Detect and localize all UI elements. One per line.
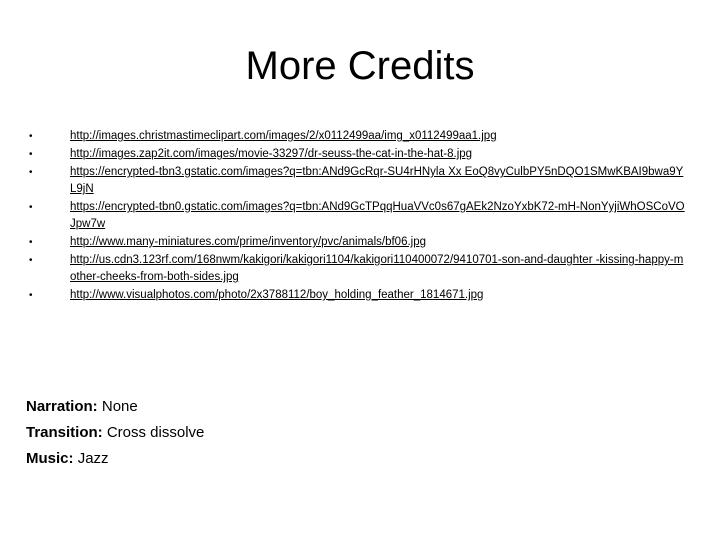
transition-label: Transition: — [26, 424, 103, 441]
bullet-icon: • — [29, 202, 33, 213]
transition-row — [26, 420, 204, 446]
slide-meta — [26, 394, 204, 472]
music-row — [26, 446, 204, 472]
credit-link[interactable]: http://www.visualphotos.com/photo/2x3788112/boy_holding_feather_1814671.jpg — [70, 289, 484, 301]
narration-value: None — [101, 398, 138, 415]
narration-row — [26, 394, 204, 420]
credits-link-list — [26, 128, 686, 305]
bullet-icon: • — [29, 149, 33, 160]
bullet-icon: • — [29, 237, 33, 248]
narration-label: Narration: — [26, 398, 98, 415]
transition-value: Cross dissolve — [106, 424, 205, 441]
list-item — [26, 199, 686, 233]
bullet-icon: • — [29, 131, 33, 142]
music-label: Music: — [26, 450, 74, 467]
music-value: Jazz — [77, 450, 109, 467]
bullet-icon: • — [29, 167, 33, 178]
list-item — [26, 128, 686, 145]
credit-link[interactable]: http://images.christmastimeclipart.com/images/2/x0112499aa/img_x0112499aa1.jpg — [70, 130, 497, 142]
credit-link[interactable]: https://encrypted-tbn0.gstatic.com/images?q=tbn:ANd9GcTPqqHuaVVc0s67gAEk2NzoYxbK72-mH-NonYyjiWhOSCoVOJpw7w — [70, 201, 685, 230]
credit-link[interactable]: http://images.zap2it.com/images/movie-33297/dr-seuss-the-cat-in-the-hat-8.jpg — [70, 148, 473, 160]
bullet-icon: • — [29, 255, 33, 266]
slide-title: More Credits — [245, 44, 475, 88]
credit-link[interactable]: https://encrypted-tbn3.gstatic.com/images?q=tbn:ANd9GcRqr-SU4rHNyla Xx EoQ8vyCulbPY5nDQO1SMwKBAI9bwa9YL9jN — [70, 166, 684, 195]
credit-link[interactable]: http://us.cdn3.123rf.com/168nwm/kakigori/kakigori1104/kakigori110400072/9410701-son-and-daughter -kissing-happy-mother-cheeks-from-both-sides.jpg — [70, 254, 684, 283]
list-item — [26, 234, 686, 251]
list-item — [26, 164, 686, 198]
credit-link[interactable]: http://www.many-miniatures.com/prime/inventory/pvc/animals/bf06.jpg — [70, 236, 427, 248]
list-item — [26, 287, 686, 304]
list-item — [26, 146, 686, 163]
list-item — [26, 252, 686, 286]
bullet-icon: • — [29, 290, 33, 301]
